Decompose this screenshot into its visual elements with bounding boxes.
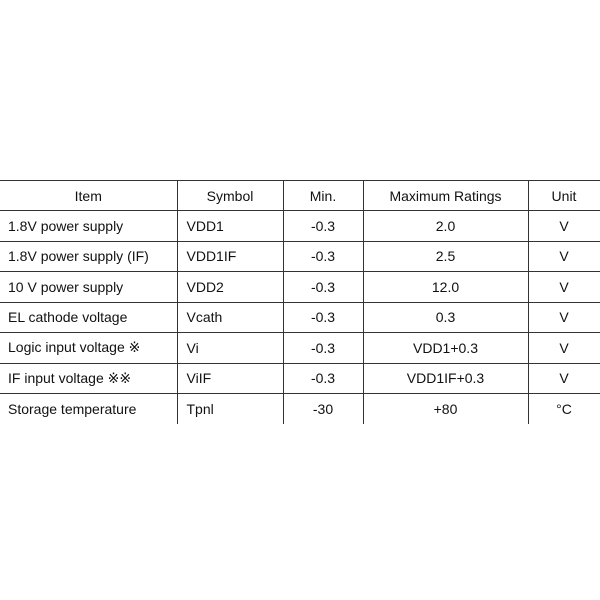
cell-symbol: Vcath: [177, 302, 283, 333]
cell-min: -0.3: [283, 333, 363, 364]
cell-unit: V: [528, 241, 600, 272]
table-row: [0, 333, 600, 364]
cell-max: 2.0: [363, 211, 528, 242]
cell-item: EL cathode voltage: [0, 302, 177, 333]
header-item: Item: [0, 181, 177, 211]
table-row: [0, 363, 600, 394]
cell-min: -0.3: [283, 363, 363, 394]
cell-max: VDD1IF+0.3: [363, 363, 528, 394]
cell-item: Logic input voltage ※: [0, 333, 177, 364]
cell-symbol: Vi: [177, 333, 283, 364]
table-row: [0, 272, 600, 303]
cell-max: +80: [363, 394, 528, 424]
cell-symbol: VDD2: [177, 272, 283, 303]
cell-item: 1.8V power supply (IF): [0, 241, 177, 272]
cell-item: 10 V power supply: [0, 272, 177, 303]
cell-item: IF input voltage ※※: [0, 363, 177, 394]
cell-min: -30: [283, 394, 363, 424]
cell-max: 12.0: [363, 272, 528, 303]
cell-unit: V: [528, 211, 600, 242]
cell-unit: V: [528, 333, 600, 364]
cell-unit: V: [528, 272, 600, 303]
cell-unit: °C: [528, 394, 600, 424]
cell-max: 2.5: [363, 241, 528, 272]
table-row: [0, 241, 600, 272]
cell-item: 1.8V power supply: [0, 211, 177, 242]
cell-min: -0.3: [283, 241, 363, 272]
cell-symbol: VDD1: [177, 211, 283, 242]
cell-max: 0.3: [363, 302, 528, 333]
cell-symbol: VDD1IF: [177, 241, 283, 272]
header-min: Min.: [283, 181, 363, 211]
cell-min: -0.3: [283, 272, 363, 303]
cell-unit: V: [528, 302, 600, 333]
cell-unit: V: [528, 363, 600, 394]
cell-symbol: Tpnl: [177, 394, 283, 424]
header-unit: Unit: [528, 181, 600, 211]
header-symbol: Symbol: [177, 181, 283, 211]
absolute-maximum-ratings-table: [0, 180, 600, 424]
table-row: [0, 211, 600, 242]
cell-symbol: ViIF: [177, 363, 283, 394]
table-row: [0, 302, 600, 333]
cell-item: Storage temperature: [0, 394, 177, 424]
cell-min: -0.3: [283, 211, 363, 242]
header-maximum-ratings: Maximum Ratings: [363, 181, 528, 211]
table-row: [0, 394, 600, 424]
cell-min: -0.3: [283, 302, 363, 333]
table-header-row: [0, 181, 600, 211]
cell-max: VDD1+0.3: [363, 333, 528, 364]
